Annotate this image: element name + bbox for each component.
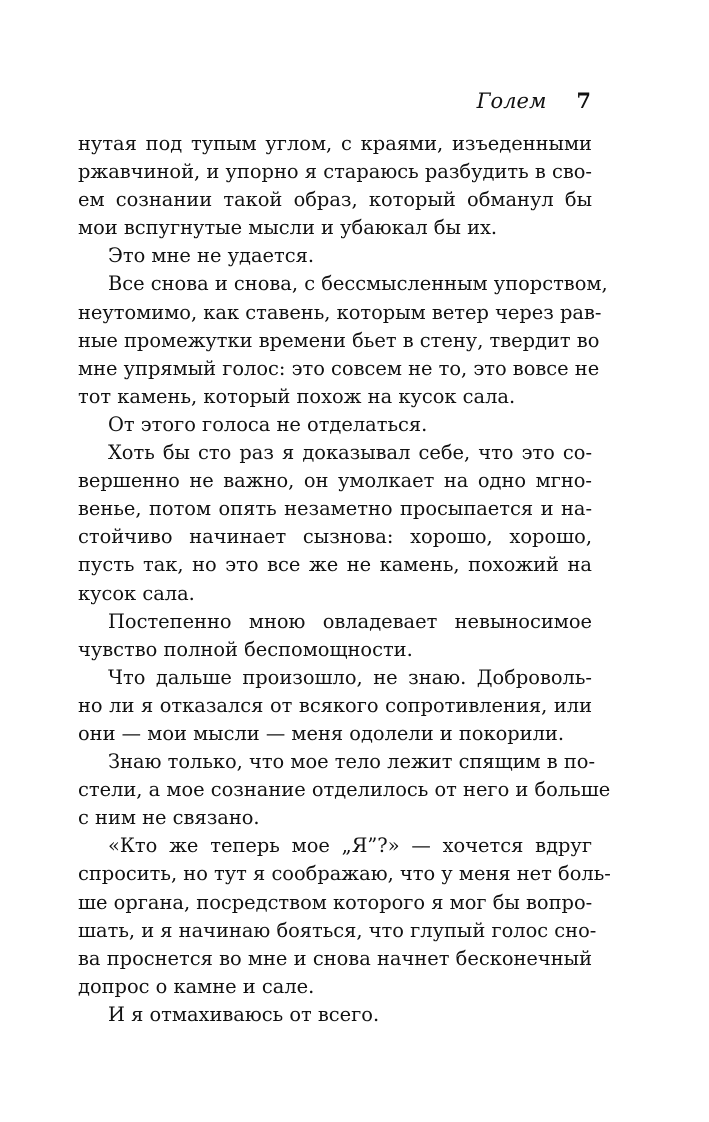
text-line: Это мне не удается. (108, 244, 314, 268)
text-line: Что дальше произошло, не знаю. Доброволь- (108, 665, 592, 689)
text-line: ем сознании такой образ, который обманул бы (78, 188, 592, 212)
paragraph (78, 439, 592, 608)
text-line: кусок сала. (78, 581, 195, 605)
paragraph (78, 130, 592, 242)
text-line: тот камень, который похож на кусок сала. (78, 384, 516, 408)
text-line: с ним не связано. (78, 806, 260, 830)
paragraph (78, 664, 592, 748)
page-number: 7 (576, 88, 591, 113)
text-line: чувство полной беспомощности. (78, 637, 413, 661)
text-line: неутомимо, как ставень, которым ветер через рав- (78, 300, 602, 324)
text-line: ные промежутки времени бьет в стену, твердит во (78, 328, 600, 352)
text-line: мои вспугнутые мысли и убаюкал бы их. (78, 216, 498, 240)
text-line: Знаю только, что мое тело лежит спящим в по- (108, 750, 596, 774)
text-line: стели, а мое сознание отделилось от него и больше (78, 778, 611, 802)
paragraph (78, 1001, 592, 1029)
paragraph (78, 242, 592, 270)
text-line: ва проснется во мне и снова начнет бесконечный (78, 946, 592, 970)
text-line: От этого голоса не отделаться. (108, 412, 428, 436)
text-line: венье, потом опять незаметно просыпается и на- (78, 497, 592, 521)
paragraph (78, 748, 611, 832)
text-line: нутая под тупым углом, с краями, изъеденными (78, 132, 592, 155)
text-line: И я отмахиваюсь от всего. (108, 1002, 380, 1026)
text-line: ржавчиной, и упорно я стараюсь разбудить в сво- (78, 160, 592, 184)
text-line: стойчиво начинает сызнова: хорошо, хорошо, (78, 525, 592, 549)
running-title: Голем (476, 89, 547, 113)
text-line: но ли я отказался от всякого сопротивления, или (78, 693, 592, 717)
text-line: Хоть бы сто раз я доказывал себе, что это со- (108, 441, 592, 465)
paragraph (78, 270, 608, 410)
running-head (477, 88, 591, 114)
text-line: Постепенно мною овладевает невыносимое (108, 609, 592, 633)
text-line: допрос о камне и сале. (78, 974, 315, 998)
paragraph (78, 411, 592, 439)
text-line: спросить, но тут я соображаю, что у меня нет боль- (78, 862, 611, 886)
paragraph (78, 608, 592, 664)
text-line: ше органа, посредством которого я мог бы вопро- (78, 890, 593, 914)
text-line: Все снова и снова, с бессмысленным упорством, (108, 272, 608, 296)
paragraph (78, 832, 611, 1001)
text-line: мне упрямый голос: это совсем не то, это вовсе не (78, 356, 600, 380)
text-line: пусть так, но это все же не камень, похожий на (78, 553, 592, 577)
body-text (78, 130, 611, 1029)
text-line: они — мои мысли — меня одолели и покорили. (78, 721, 565, 745)
text-line: шать, и я начинаю бояться, что глупый голос сно- (78, 918, 597, 942)
text-line: «Кто же теперь мое „Я”?» — хочется вдруг (108, 834, 592, 858)
text-line: вершенно не важно, он умолкает на одно мгно- (78, 469, 592, 493)
